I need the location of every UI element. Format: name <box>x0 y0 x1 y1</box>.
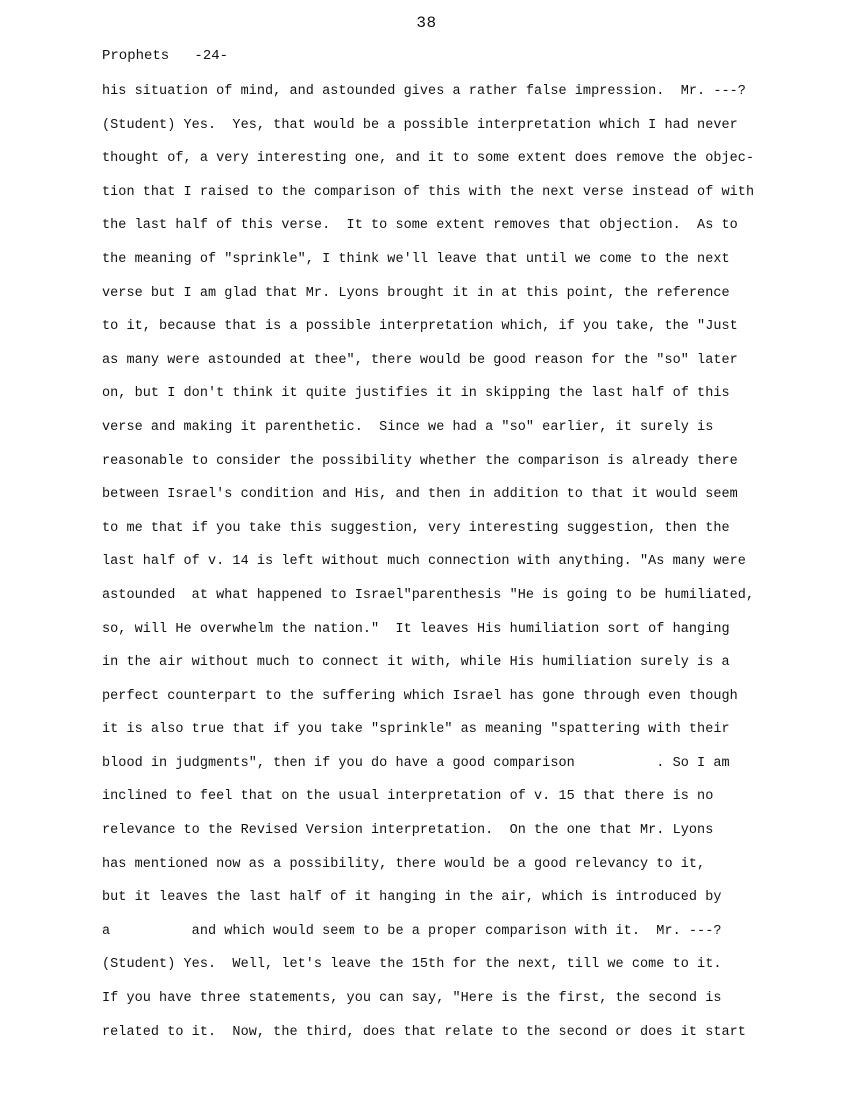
text-line: the last half of this verse. It to some extent removes that objection. As to <box>102 218 738 234</box>
text-line: If you have three statements, you can say, "Here is the first, the second is <box>102 991 722 1007</box>
text-line: so, will He overwhelm the nation." It leaves His humiliation sort of hanging <box>102 621 730 637</box>
text-line: relevance to the Revised Version interpretation. On the one that Mr. Lyons <box>102 823 714 839</box>
text-line: last half of v. 14 is left without much connection with anything. "As many were <box>102 554 746 570</box>
text-line: inclined to feel that on the usual interpretation of v. 15 that there is no <box>102 789 714 805</box>
text-line: has mentioned now as a possibility, there would be a good relevancy to it, <box>102 856 706 872</box>
text-line: between Israel's condition and His, and then in addition to that it would seem <box>102 487 738 503</box>
text-line: but it leaves the last half of it hanging in the air, which is introduced by <box>102 890 722 906</box>
text-line: perfect counterpart to the suffering which Israel has gone through even though <box>102 688 738 704</box>
text-line: in the air without much to connect it with, while His humiliation surely is a <box>102 655 730 671</box>
text-line: verse and making it parenthetic. Since we had a "so" earlier, it surely is <box>102 419 714 435</box>
text-line: the meaning of "sprinkle", I think we'll leave that until we come to the next <box>102 251 730 267</box>
text-line: blood in judgments", then if you do have a good comparison . So I am <box>102 755 730 771</box>
text-line: astounded at what happened to Israel"parenthesis "He is going to be humiliated, <box>102 587 755 603</box>
text-line: related to it. Now, the third, does that relate to the second or does it start <box>102 1024 746 1040</box>
text-line: on, but I don't think it quite justifies it in skipping the last half of this <box>102 386 730 402</box>
text-line: (Student) Yes. Yes, that would be a possible interpretation which I had never <box>102 117 738 133</box>
text-line: verse but I am glad that Mr. Lyons brought it in at this point, the reference <box>102 285 730 301</box>
text-line: a and which would seem to be a proper comparison with it. Mr. ---? <box>102 923 722 939</box>
text-line: (Student) Yes. Well, let's leave the 15th for the next, till we come to it. <box>102 957 722 973</box>
page-number: 38 <box>416 14 437 32</box>
text-line: as many were astounded at thee", there would be good reason for the "so" later <box>102 352 738 368</box>
text-line: to me that if you take this suggestion, very interesting suggestion, then the <box>102 520 730 536</box>
running-header: Prophets -24- <box>102 48 229 64</box>
body-text <box>102 78 792 1052</box>
text-line: tion that I raised to the comparison of this with the next verse instead of with <box>102 184 755 200</box>
text-line: it is also true that if you take "sprinkle" as meaning "spattering with their <box>102 722 730 738</box>
text-line: to it, because that is a possible interpretation which, if you take, the "Just <box>102 319 738 335</box>
text-line: his situation of mind, and astounded gives a rather false impression. Mr. ---? <box>102 84 746 99</box>
text-line: reasonable to consider the possibility whether the comparison is already there <box>102 453 738 469</box>
text-line: thought of, a very interesting one, and it to some extent does remove the objec- <box>102 151 755 167</box>
